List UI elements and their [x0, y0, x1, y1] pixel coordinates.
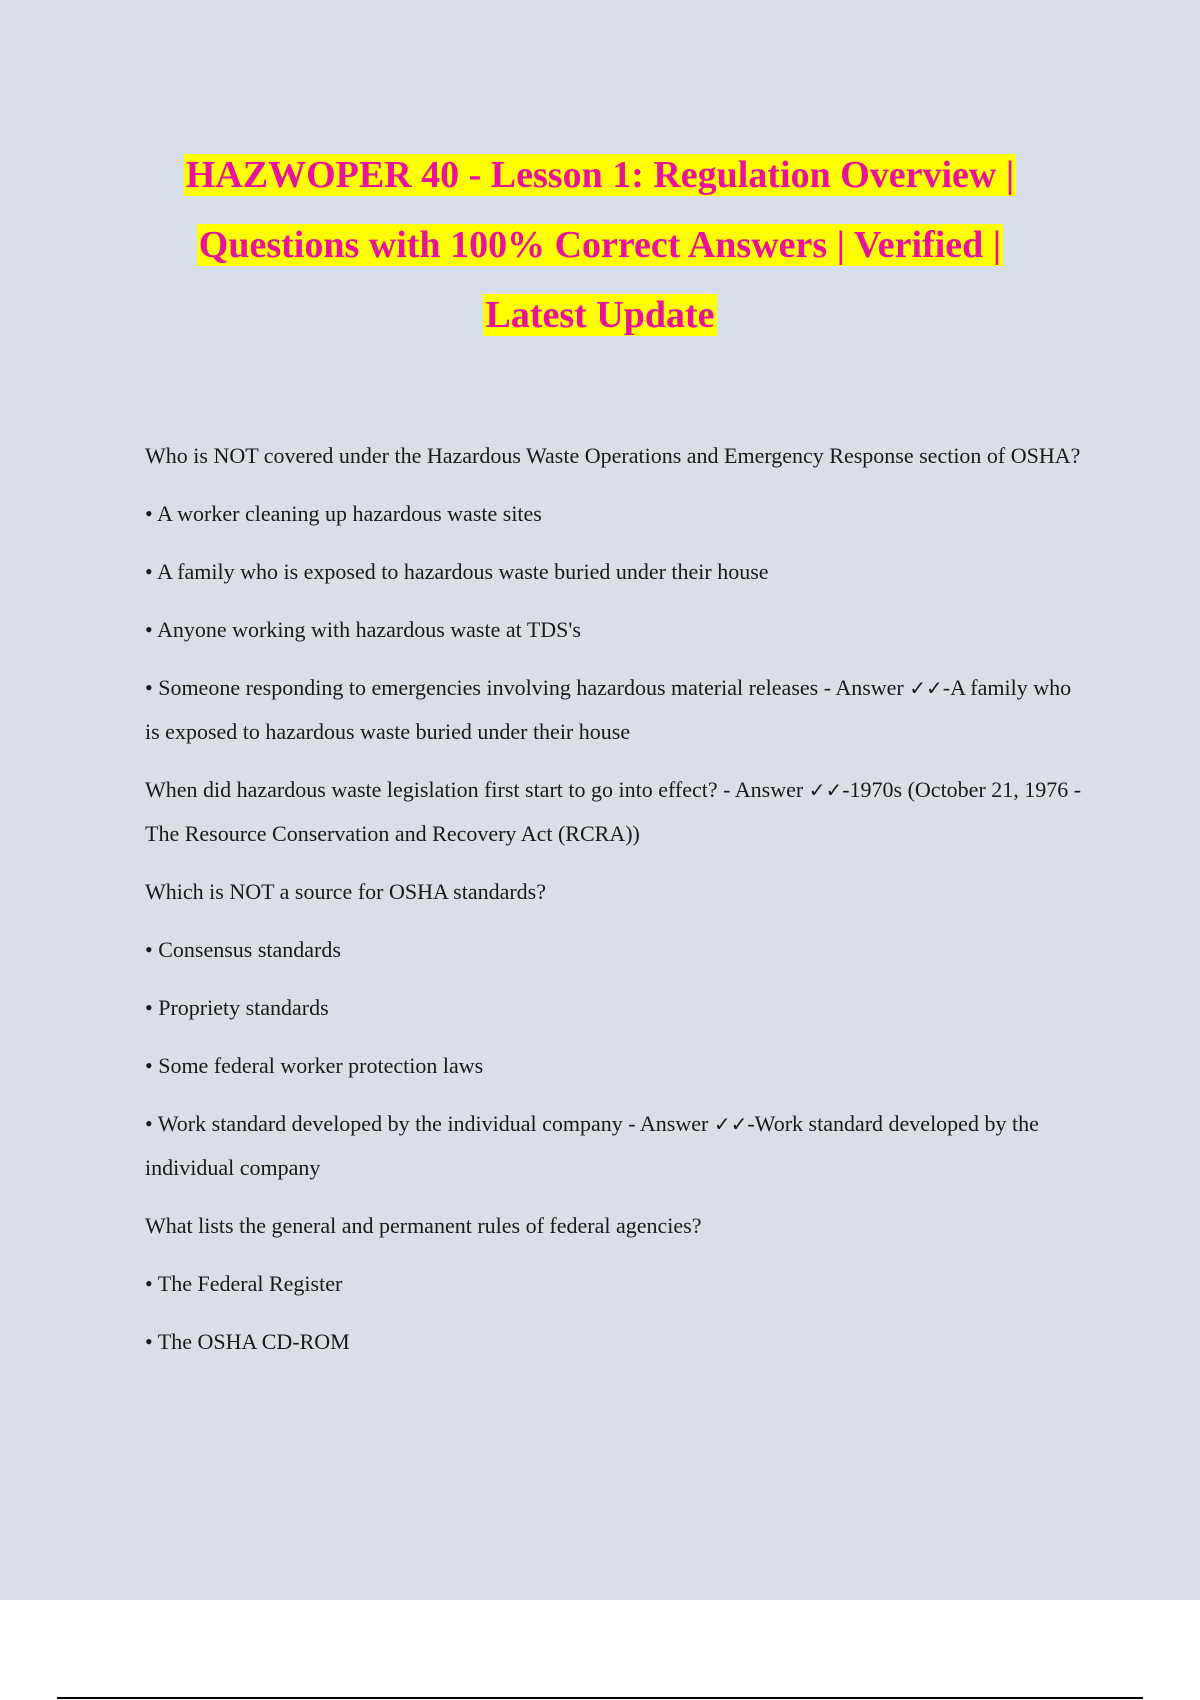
option-item: • The OSHA CD-ROM: [145, 1329, 350, 1354]
document-body: [145, 434, 1085, 1378]
footer-divider: [57, 1697, 1143, 1699]
option-item: • Some federal worker protection laws: [145, 1053, 484, 1078]
check-icon: ✓✓: [713, 1112, 748, 1136]
option-with-answer: • Someone responding to emergencies involving hazardous material releases - Answer ✓✓-A family who is exposed to hazardous waste buried under their house: [145, 675, 1072, 744]
title-line-2: [0, 210, 1200, 280]
question-4: What lists the general and permanent rules of federal agencies?: [145, 1213, 702, 1238]
option-item: • Consensus standards: [145, 937, 341, 962]
document-title: [0, 140, 1200, 350]
check-icon: ✓✓: [909, 676, 943, 700]
option-item: • The Federal Register: [145, 1271, 343, 1296]
title-text-2: Questions with 100% Correct Answers | Verified |: [198, 224, 1002, 266]
question-2: When did hazardous waste legislation first start to go into effect? - Answer ✓✓-1970s (October 21, 1976 - The Resource Conservation and Recovery Act (RCRA)): [145, 777, 1082, 846]
check-icon: ✓✓: [808, 778, 843, 802]
question-1: Who is NOT covered under the Hazardous Waste Operations and Emergency Response section of OSHA?: [145, 443, 1081, 468]
title-line-1: [0, 140, 1200, 210]
option-item: • A family who is exposed to hazardous waste buried under their house: [145, 559, 769, 584]
title-line-3: [0, 280, 1200, 350]
title-text-1: HAZWOPER 40 - Lesson 1: Regulation Overview |: [185, 154, 1015, 196]
question-3: Which is NOT a source for OSHA standards?: [145, 879, 547, 904]
title-text-3: Latest Update: [485, 294, 715, 336]
option-with-answer: • Work standard developed by the individual company - Answer ✓✓-Work standard developed by the individual company: [145, 1111, 1039, 1180]
option-item: • Anyone working with hazardous waste at TDS's: [145, 617, 581, 642]
option-item: • A worker cleaning up hazardous waste sites: [145, 501, 542, 526]
option-item: • Propriety standards: [145, 995, 329, 1020]
